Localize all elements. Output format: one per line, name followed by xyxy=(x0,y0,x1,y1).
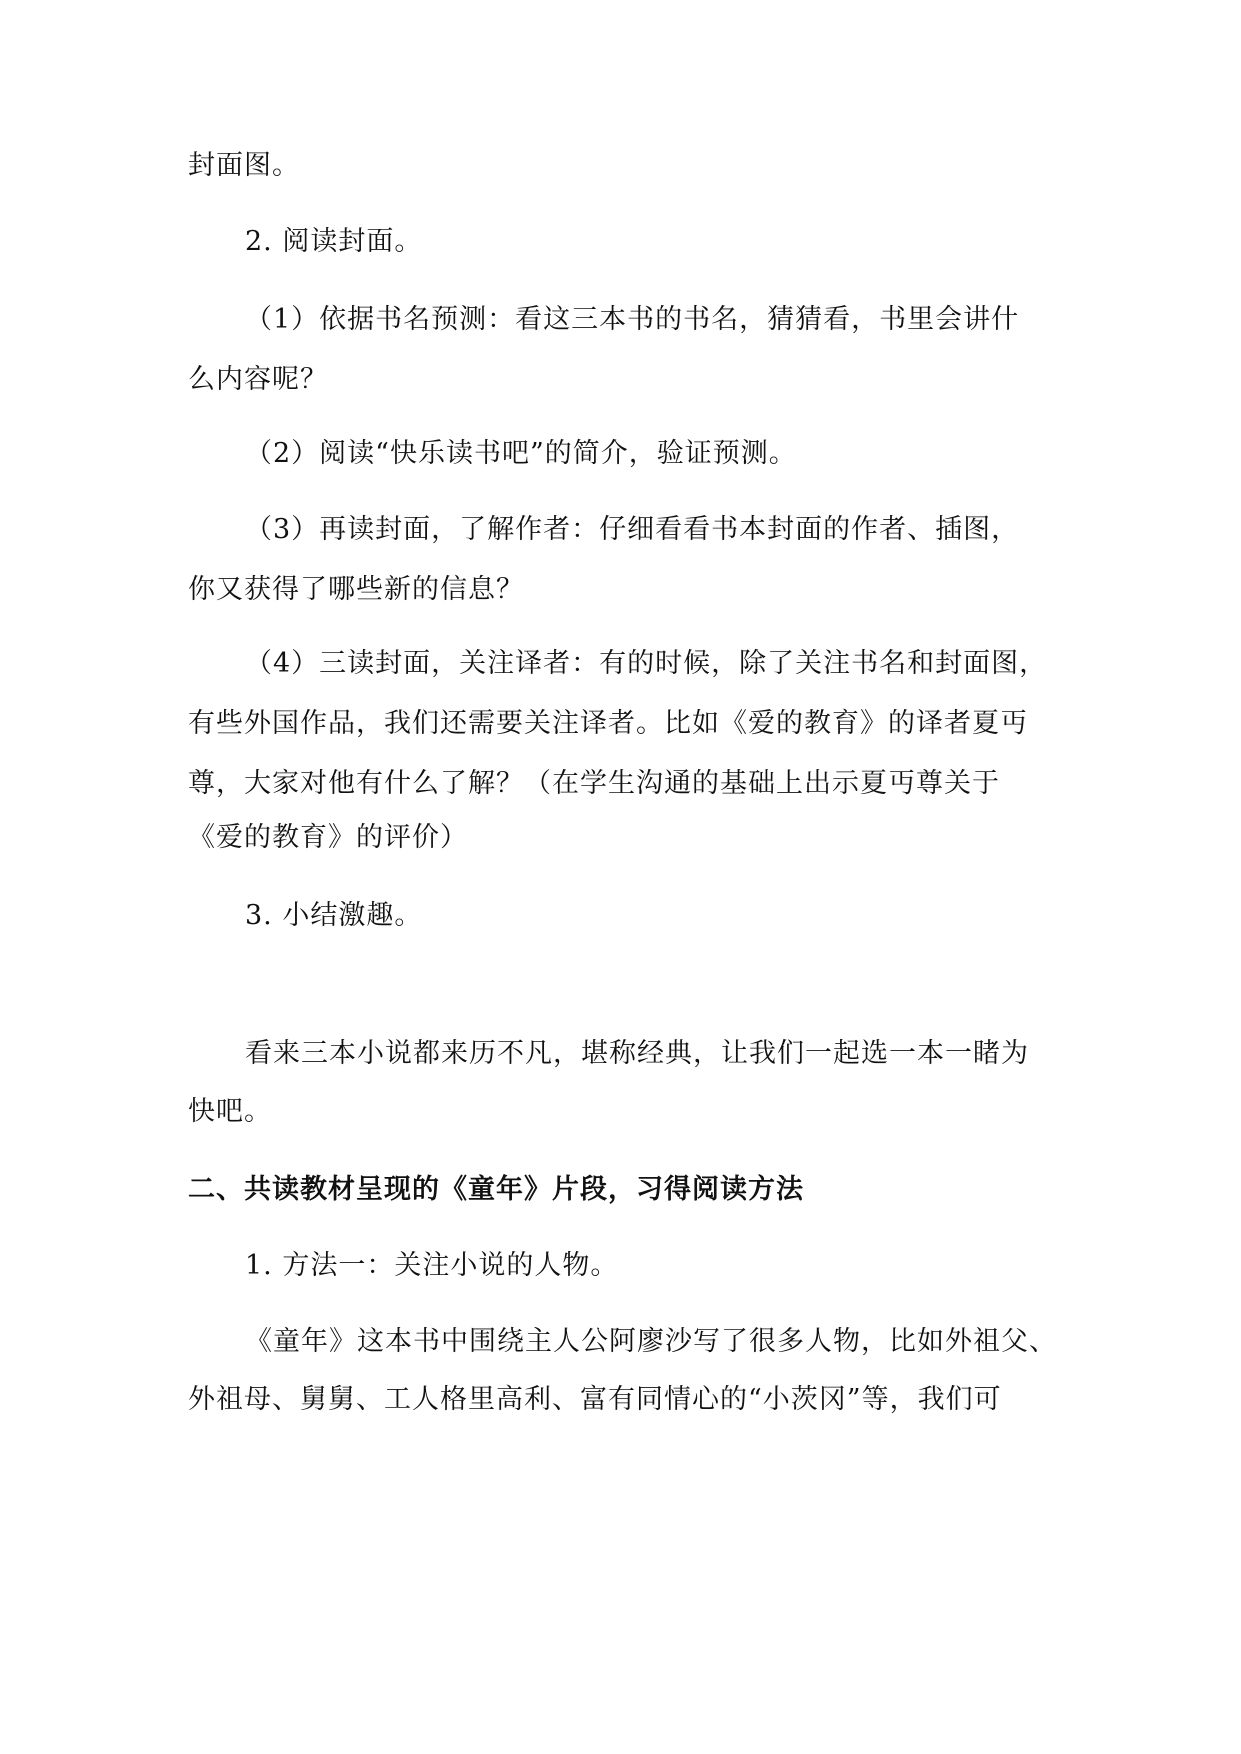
text-line: 外祖母、舅舅、工人格里高利、富有同情心的“小茨冈”等，我们可 xyxy=(188,1384,1002,1415)
step-heading: 2. 阅读封面。 xyxy=(245,226,423,257)
text-line: （3）再读封面，了解作者：仔细看看书本封面的作者、插图， xyxy=(245,514,1020,545)
text-line: 么内容呢？ xyxy=(188,364,328,395)
text-line: 看来三本小说都来历不凡，堪称经典，让我们一起选一本一睹为 xyxy=(245,1038,1029,1069)
text-line: 有些外国作品，我们还需要关注译者。比如《爱的教育》的译者夏丏 xyxy=(188,708,1028,739)
text-line: （2）阅读“快乐读书吧”的简介，验证预测。 xyxy=(245,438,797,469)
section-heading: 二、共读教材呈现的《童年》片段，习得阅读方法 xyxy=(188,1174,804,1205)
text-line: （1）依据书名预测：看这三本书的书名，猜猜看，书里会讲什 xyxy=(245,304,1020,335)
text-line: 《爱的教育》的评价） xyxy=(188,822,468,853)
text-line: 封面图。 xyxy=(188,150,300,181)
text-line: 快吧。 xyxy=(188,1096,272,1127)
text-line: （4）三读封面，关注译者：有的时候，除了关注书名和封面图， xyxy=(245,648,1048,679)
step-heading: 1. 方法一：关注小说的人物。 xyxy=(245,1250,619,1281)
text-line: 你又获得了哪些新的信息？ xyxy=(188,574,524,605)
text-line: 尊，大家对他有什么了解？（在学生沟通的基础上出示夏丏尊关于 xyxy=(188,768,1000,799)
step-heading: 3. 小结激趣。 xyxy=(245,900,423,931)
text-line: 《童年》这本书中围绕主人公阿廖沙写了很多人物，比如外祖父、 xyxy=(245,1326,1057,1357)
